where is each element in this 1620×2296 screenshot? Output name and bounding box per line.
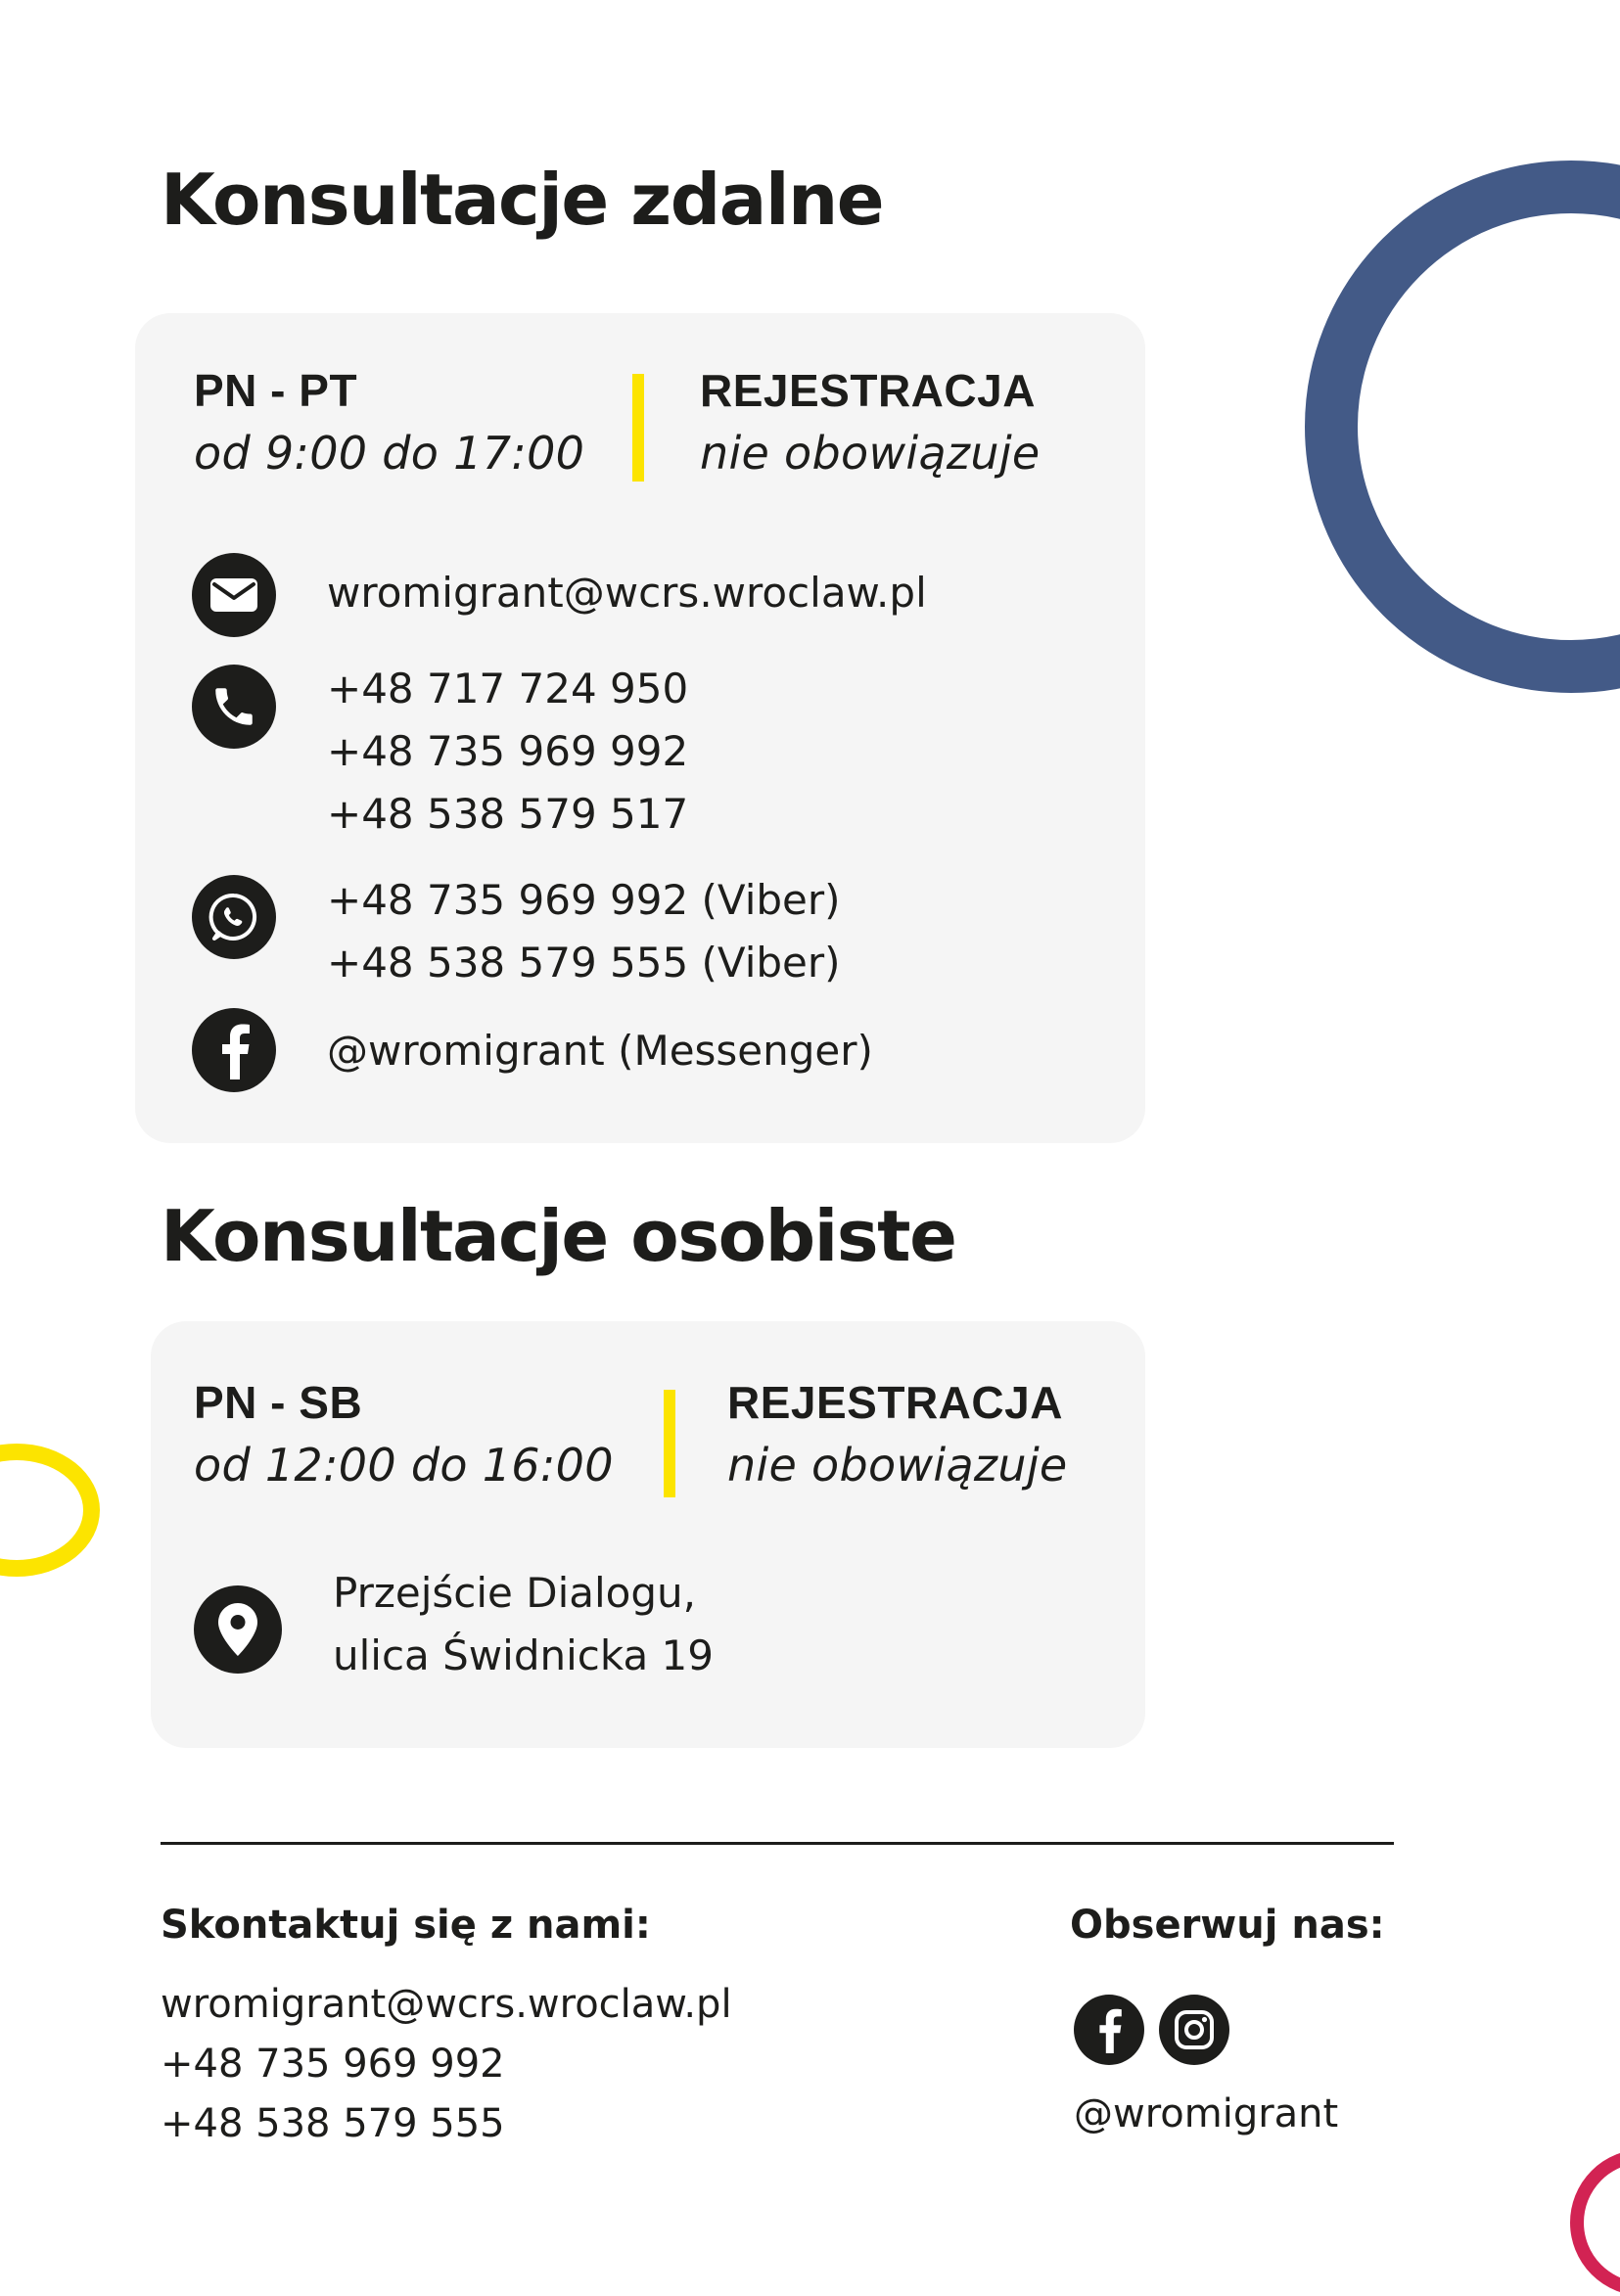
contact-phone-1[interactable]: +48 735 969 992 (161, 2042, 505, 2087)
decorative-ring-blue (1305, 161, 1620, 693)
phone-number-2[interactable]: +48 735 969 992 (327, 727, 689, 775)
contact-phone-2[interactable]: +48 538 579 555 (161, 2101, 505, 2146)
contact-email[interactable]: wromigrant@wcrs.wroclaw.pl (161, 1982, 732, 2027)
in-person-consultations-card (151, 1321, 1145, 1748)
envelope-icon (192, 553, 276, 637)
viber-icon (192, 875, 276, 959)
remote-days: PN - PT (194, 365, 358, 416)
remote-registration-label: REJESTRACJA (700, 365, 1036, 416)
facebook-icon[interactable] (1074, 1995, 1144, 2065)
in-person-hours: od 12:00 do 16:00 (194, 1439, 614, 1492)
remote-registration-value: nie obowiązuje (700, 427, 1041, 480)
viber-number-2[interactable]: +48 538 579 555 (Viber) (327, 939, 841, 987)
decorative-ring-yellow (0, 1444, 100, 1577)
separator-bar (664, 1390, 675, 1497)
phone-number-1[interactable]: +48 717 724 950 (327, 665, 689, 712)
phone-icon (192, 665, 276, 749)
in-person-days: PN - SB (194, 1377, 363, 1428)
social-handle[interactable]: @wromigrant (1074, 2091, 1339, 2136)
in-person-registration-value: nie obowiązuje (727, 1439, 1068, 1492)
in-person-registration-label: REJESTRACJA (727, 1377, 1063, 1428)
decorative-ring-red (1570, 2149, 1620, 2296)
address-line-2: ulica Świdnicka 19 (333, 1631, 714, 1679)
instagram-icon[interactable] (1159, 1995, 1229, 2065)
footer-divider (161, 1842, 1394, 1845)
separator-bar (632, 374, 644, 482)
follow-heading: Obserwuj nas: (1070, 1903, 1385, 1948)
address-line-1: Przejście Dialogu, (333, 1569, 696, 1617)
in-person-consultations-title: Konsultacje osobiste (161, 1195, 956, 1277)
remote-consultations-title: Konsultacje zdalne (161, 159, 884, 241)
remote-consultations-card (135, 313, 1145, 1143)
viber-number-1[interactable]: +48 735 969 992 (Viber) (327, 876, 841, 924)
messenger-handle[interactable]: @wromigrant (Messenger) (327, 1027, 873, 1075)
contact-heading: Skontaktuj się z nami: (161, 1903, 651, 1948)
location-pin-icon (194, 1585, 282, 1674)
facebook-icon (192, 1008, 276, 1092)
remote-hours: od 9:00 do 17:00 (194, 427, 585, 480)
phone-number-3[interactable]: +48 538 579 517 (327, 790, 689, 838)
remote-email[interactable]: wromigrant@wcrs.wroclaw.pl (327, 569, 927, 617)
